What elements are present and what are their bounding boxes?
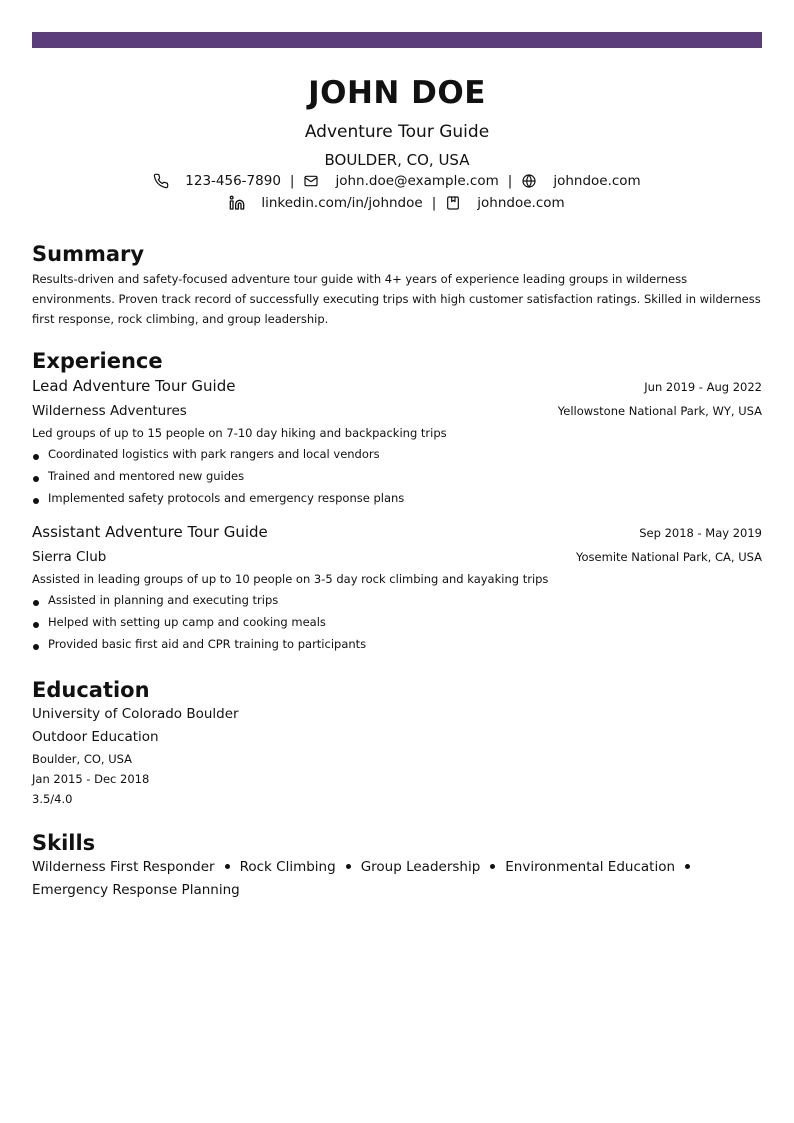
bullet-text: Assisted in planning and executing trips — [48, 593, 279, 607]
separator: | — [431, 195, 437, 211]
accent-bar — [32, 32, 762, 48]
skill-item: Wilderness First Responder — [32, 859, 215, 875]
bullet-icon — [346, 864, 351, 869]
bullet-icon — [685, 864, 690, 869]
section-title: Summary — [32, 242, 145, 266]
bullet-icon — [33, 454, 39, 460]
list-item — [32, 611, 762, 633]
job-entry — [32, 520, 762, 655]
skill-item: Rock Climbing — [239, 859, 336, 875]
job-bullets — [32, 443, 762, 509]
bullet-text: Trained and mentored new guides — [48, 469, 245, 483]
skill-item: Environmental Education — [505, 859, 676, 875]
job-title: Assistant Adventure Tour Guide — [32, 523, 268, 541]
globe-icon — [521, 173, 537, 189]
skill-item: Emergency Response Planning — [32, 882, 240, 898]
job-entry — [32, 374, 762, 509]
school-location: Boulder, CO, USA — [32, 752, 133, 766]
phone-number[interactable]: 123-456-7890 — [185, 173, 281, 189]
list-item — [32, 633, 762, 655]
bullet-icon — [490, 864, 495, 869]
list-item — [32, 589, 762, 611]
list-item — [32, 465, 762, 487]
bullet-icon — [33, 622, 39, 628]
skills-section — [32, 830, 762, 902]
bullet-text: Helped with setting up camp and cooking meals — [48, 615, 326, 629]
email-link[interactable]: john.doe@example.com — [335, 173, 499, 189]
job-dates: Sep 2018 - May 2019 — [639, 526, 762, 540]
bullet-icon — [225, 864, 230, 869]
section-title: Experience — [32, 349, 163, 373]
experience-section — [32, 348, 762, 655]
bullet-icon — [33, 498, 39, 504]
list-item — [32, 487, 762, 509]
bullet-text: Implemented safety protocols and emergency response plans — [48, 491, 405, 505]
linkedin-icon — [229, 195, 245, 211]
bullet-icon — [33, 644, 39, 650]
linkedin-link[interactable]: linkedin.com/in/johndoe — [261, 195, 423, 211]
field-of-study: Outdoor Education — [32, 729, 159, 745]
separator: | — [507, 173, 513, 189]
phone-icon — [153, 173, 169, 189]
portfolio-link[interactable]: johndoe.com — [477, 195, 565, 211]
contact-row-secondary — [32, 192, 762, 214]
company-name: Wilderness Adventures — [32, 403, 187, 419]
summary-text: Results-driven and safety-focused adventure tour guide with 4+ years of experience leading groups in wilderness environments. Proven track record of successfully executing trips with high customer satisfaction ratings. Skilled in wilderness first response, rock climbing, and group leadership. — [32, 272, 761, 326]
candidate-role: Adventure Tour Guide — [304, 122, 490, 142]
job-location: Yellowstone National Park, WY, USA — [557, 404, 762, 418]
bullet-text: Coordinated logistics with park rangers and local vendors — [48, 447, 380, 461]
website-link[interactable]: johndoe.com — [553, 173, 641, 189]
education-dates: Jan 2015 - Dec 2018 — [32, 772, 150, 786]
job-description: Led groups of up to 15 people on 7-10 day hiking and backpacking trips — [32, 426, 447, 440]
school-name: University of Colorado Boulder — [32, 706, 239, 722]
section-title: Education — [32, 678, 150, 702]
skill-item: Group Leadership — [360, 859, 481, 875]
bullet-icon — [33, 600, 39, 606]
section-title: Skills — [32, 831, 96, 855]
mail-icon — [303, 173, 319, 189]
skills-list — [32, 856, 762, 902]
bookmark-icon — [445, 195, 461, 211]
job-dates: Jun 2019 - Aug 2022 — [644, 380, 762, 394]
contact-row-primary — [32, 170, 762, 192]
list-item — [32, 443, 762, 465]
bullet-icon — [33, 476, 39, 482]
job-location: Yosemite National Park, CA, USA — [576, 550, 762, 564]
gpa: 3.5/4.0 — [32, 792, 73, 806]
job-bullets — [32, 589, 762, 655]
job-description: Assisted in leading groups of up to 10 people on 3-5 day rock climbing and kayaking trips — [32, 572, 549, 586]
summary-section — [32, 241, 762, 329]
job-title: Lead Adventure Tour Guide — [32, 377, 236, 395]
candidate-name: JOHN DOE — [308, 75, 486, 111]
resume-header — [32, 72, 762, 214]
candidate-location: BOULDER, CO, USA — [324, 151, 470, 169]
separator: | — [289, 173, 295, 189]
bullet-text: Provided basic first aid and CPR training to participants — [48, 637, 367, 651]
education-section — [32, 677, 762, 809]
company-name: Sierra Club — [32, 549, 107, 565]
